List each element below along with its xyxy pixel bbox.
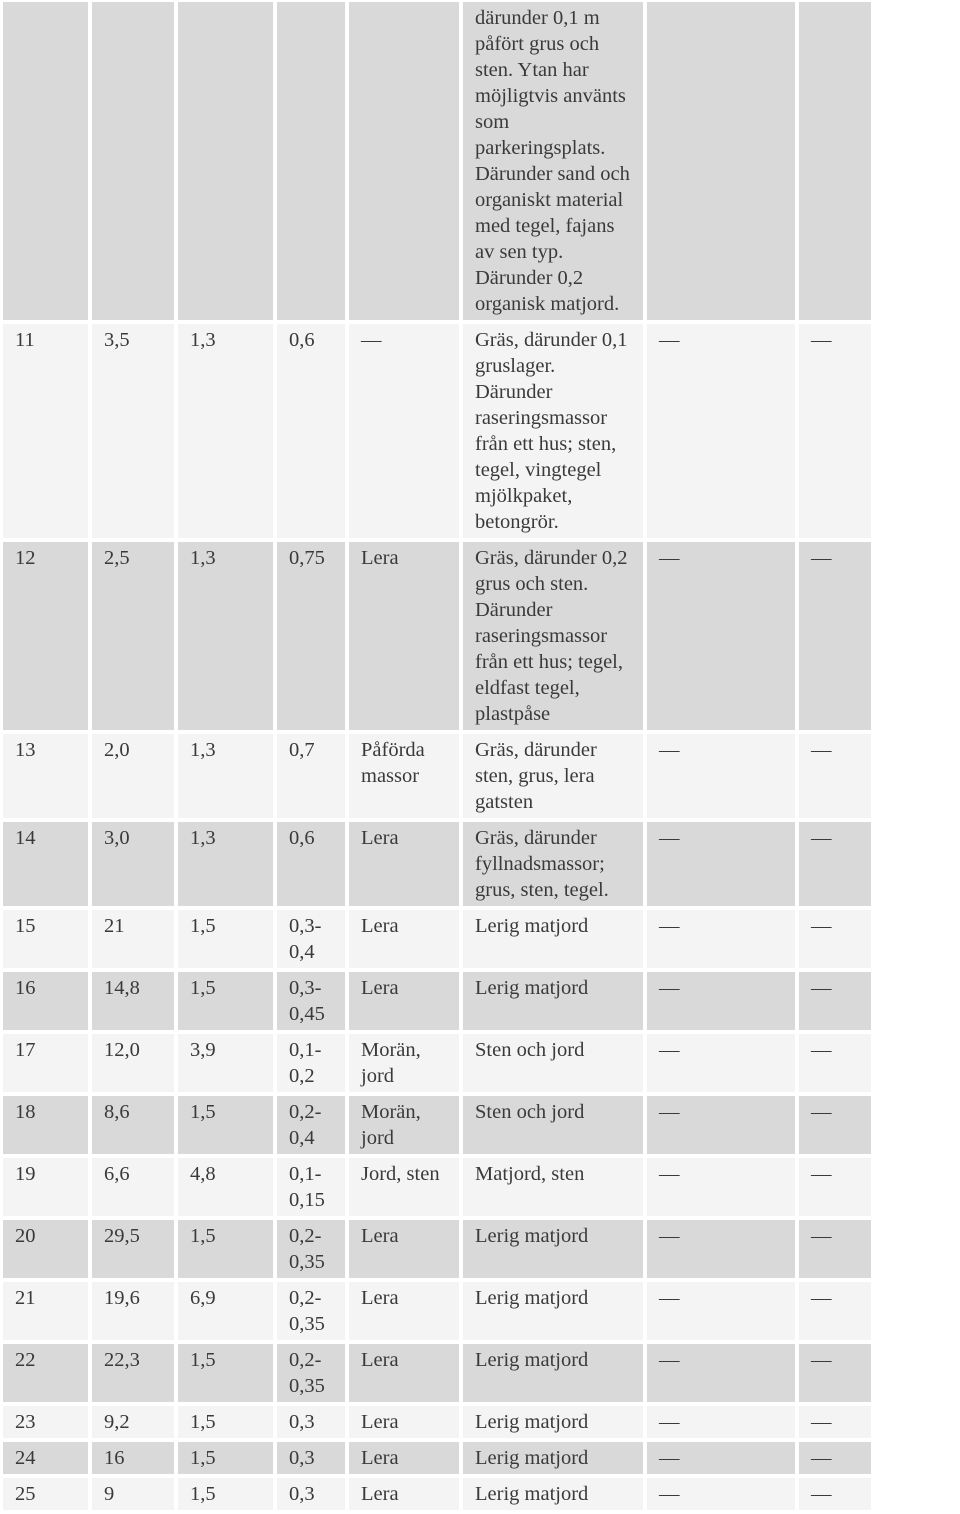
cell-number: 21 xyxy=(3,1282,88,1340)
table-row xyxy=(3,734,871,818)
cell-features: — xyxy=(799,972,871,1030)
cell-length: 21 xyxy=(92,910,174,968)
cell-finds: — xyxy=(647,1282,795,1340)
cell-finds: — xyxy=(647,822,795,906)
table-row xyxy=(3,1096,871,1154)
cell-description: Lerig matjord xyxy=(463,1344,643,1402)
cell-description: Sten och jord xyxy=(463,1034,643,1092)
cell-description: Lerig matjord xyxy=(463,972,643,1030)
cell-depth: 0,3-0,45 xyxy=(277,972,345,1030)
cell-subsoil: Lera xyxy=(349,910,459,968)
cell-features: — xyxy=(799,324,871,538)
table-body xyxy=(3,2,871,1510)
cell-number: 25 xyxy=(3,1478,88,1510)
cell-features: — xyxy=(799,1034,871,1092)
cell-width: 3,9 xyxy=(178,1034,273,1092)
cell-finds: — xyxy=(647,1220,795,1278)
cell-subsoil: — xyxy=(349,324,459,538)
cell-width: 1,5 xyxy=(178,1406,273,1438)
cell-finds: — xyxy=(647,1034,795,1092)
cell-features xyxy=(799,2,871,320)
cell-number: 15 xyxy=(3,910,88,968)
cell-description: Gräs, därunder 0,1 gruslager. Därunder raseringsmassor från ett hus; sten, tegel, vingtegel mjölkpaket, betongrör. xyxy=(463,324,643,538)
cell-description: Sten och jord xyxy=(463,1096,643,1154)
cell-features: — xyxy=(799,910,871,968)
cell-number: 24 xyxy=(3,1442,88,1474)
cell-number: 11 xyxy=(3,324,88,538)
cell-subsoil: Lera xyxy=(349,1282,459,1340)
cell-features: — xyxy=(799,1442,871,1474)
cell-number: 13 xyxy=(3,734,88,818)
cell-width xyxy=(178,2,273,320)
cell-number: 17 xyxy=(3,1034,88,1092)
cell-features: — xyxy=(799,1220,871,1278)
cell-number: 12 xyxy=(3,542,88,730)
table-row xyxy=(3,822,871,906)
cell-finds: — xyxy=(647,542,795,730)
cell-description: Lerig matjord xyxy=(463,1220,643,1278)
table-row xyxy=(3,324,871,538)
cell-description: Gräs, därunder sten, grus, lera gatsten xyxy=(463,734,643,818)
cell-features: — xyxy=(799,822,871,906)
cell-subsoil xyxy=(349,2,459,320)
table-row xyxy=(3,542,871,730)
cell-length: 16 xyxy=(92,1442,174,1474)
cell-finds: — xyxy=(647,1478,795,1510)
cell-width: 1,3 xyxy=(178,734,273,818)
cell-number: 19 xyxy=(3,1158,88,1216)
cell-length: 3,0 xyxy=(92,822,174,906)
cell-number: 23 xyxy=(3,1406,88,1438)
cell-length: 2,0 xyxy=(92,734,174,818)
table-row xyxy=(3,910,871,968)
cell-subsoil: Morän, jord xyxy=(349,1096,459,1154)
table-row xyxy=(3,1406,871,1438)
cell-finds: — xyxy=(647,1096,795,1154)
cell-width: 6,9 xyxy=(178,1282,273,1340)
cell-width: 1,5 xyxy=(178,1220,273,1278)
cell-description: Lerig matjord xyxy=(463,1478,643,1510)
cell-finds: — xyxy=(647,972,795,1030)
cell-length: 22,3 xyxy=(92,1344,174,1402)
cell-length: 9 xyxy=(92,1478,174,1510)
cell-finds: — xyxy=(647,1442,795,1474)
cell-width: 1,3 xyxy=(178,822,273,906)
cell-number xyxy=(3,2,88,320)
table-row xyxy=(3,1344,871,1402)
cell-width: 1,3 xyxy=(178,324,273,538)
table-row xyxy=(3,1158,871,1216)
table-row xyxy=(3,1442,871,1474)
cell-description: Lerig matjord xyxy=(463,1442,643,1474)
cell-depth: 0,3 xyxy=(277,1478,345,1510)
cell-depth: 0,3-0,4 xyxy=(277,910,345,968)
table-row xyxy=(3,1220,871,1278)
cell-number: 20 xyxy=(3,1220,88,1278)
cell-description: Gräs, därunder 0,2 grus och sten. Därunder raseringsmassor från ett hus; tegel, eldfast tegel, plastpåse xyxy=(463,542,643,730)
cell-length: 3,5 xyxy=(92,324,174,538)
cell-length: 9,2 xyxy=(92,1406,174,1438)
cell-finds: — xyxy=(647,1158,795,1216)
cell-width: 1,3 xyxy=(178,542,273,730)
cell-number: 16 xyxy=(3,972,88,1030)
cell-features: — xyxy=(799,542,871,730)
cell-number: 18 xyxy=(3,1096,88,1154)
cell-finds: — xyxy=(647,324,795,538)
table-row xyxy=(3,972,871,1030)
cell-width: 1,5 xyxy=(178,910,273,968)
cell-features: — xyxy=(799,734,871,818)
cell-finds: — xyxy=(647,1344,795,1402)
cell-depth: 0,3 xyxy=(277,1406,345,1438)
cell-finds: — xyxy=(647,910,795,968)
cell-width: 1,5 xyxy=(178,1096,273,1154)
cell-description: Gräs, därunder fyllnadsmassor; grus, sten, tegel. xyxy=(463,822,643,906)
cell-width: 1,5 xyxy=(178,1344,273,1402)
cell-length: 6,6 xyxy=(92,1158,174,1216)
cell-length: 12,0 xyxy=(92,1034,174,1092)
cell-depth: 0,2-0,35 xyxy=(277,1282,345,1340)
cell-subsoil: Lera xyxy=(349,1344,459,1402)
cell-features: — xyxy=(799,1096,871,1154)
cell-subsoil: Jord, sten xyxy=(349,1158,459,1216)
cell-length: 14,8 xyxy=(92,972,174,1030)
cell-subsoil: Morän, jord xyxy=(349,1034,459,1092)
cell-subsoil: Påförda massor xyxy=(349,734,459,818)
cell-finds: — xyxy=(647,734,795,818)
cell-length: 29,5 xyxy=(92,1220,174,1278)
table-row xyxy=(3,1282,871,1340)
cell-subsoil: Lera xyxy=(349,1406,459,1438)
cell-description: Lerig matjord xyxy=(463,1406,643,1438)
cell-length: 19,6 xyxy=(92,1282,174,1340)
cell-finds xyxy=(647,2,795,320)
table-row xyxy=(3,1034,871,1092)
cell-length: 8,6 xyxy=(92,1096,174,1154)
cell-length: 2,5 xyxy=(92,542,174,730)
cell-depth: 0,1-0,2 xyxy=(277,1034,345,1092)
cell-depth: 0,6 xyxy=(277,822,345,906)
cell-features: — xyxy=(799,1282,871,1340)
cell-depth: 0,75 xyxy=(277,542,345,730)
cell-features: — xyxy=(799,1344,871,1402)
cell-length xyxy=(92,2,174,320)
cell-depth: 0,2-0,35 xyxy=(277,1220,345,1278)
cell-depth: 0,1-0,15 xyxy=(277,1158,345,1216)
cell-subsoil: Lera xyxy=(349,822,459,906)
cell-description: Matjord, sten xyxy=(463,1158,643,1216)
cell-depth: 0,7 xyxy=(277,734,345,818)
cell-subsoil: Lera xyxy=(349,542,459,730)
cell-depth: 0,2-0,35 xyxy=(277,1344,345,1402)
cell-depth: 0,2-0,4 xyxy=(277,1096,345,1154)
cell-finds: — xyxy=(647,1406,795,1438)
cell-features: — xyxy=(799,1158,871,1216)
cell-width: 1,5 xyxy=(178,972,273,1030)
cell-number: 14 xyxy=(3,822,88,906)
cell-depth: 0,3 xyxy=(277,1442,345,1474)
table-row xyxy=(3,1478,871,1510)
cell-number: 22 xyxy=(3,1344,88,1402)
cell-description: därunder 0,1 m påfört grus och sten. Ytan har möjligtvis använts som parkeringsplats. Därunder sand och organiskt material med tegel, fajans av sen typ. Därunder 0,2 organisk matjord. xyxy=(463,2,643,320)
cell-features: — xyxy=(799,1478,871,1510)
cell-subsoil: Lera xyxy=(349,972,459,1030)
cell-width: 1,5 xyxy=(178,1478,273,1510)
cell-subsoil: Lera xyxy=(349,1442,459,1474)
cell-subsoil: Lera xyxy=(349,1478,459,1510)
cell-width: 1,5 xyxy=(178,1442,273,1474)
cell-description: Lerig matjord xyxy=(463,910,643,968)
cell-subsoil: Lera xyxy=(349,1220,459,1278)
table-row xyxy=(3,2,871,320)
cell-width: 4,8 xyxy=(178,1158,273,1216)
cell-features: — xyxy=(799,1406,871,1438)
cell-depth xyxy=(277,2,345,320)
cell-description: Lerig matjord xyxy=(463,1282,643,1340)
cell-depth: 0,6 xyxy=(277,324,345,538)
